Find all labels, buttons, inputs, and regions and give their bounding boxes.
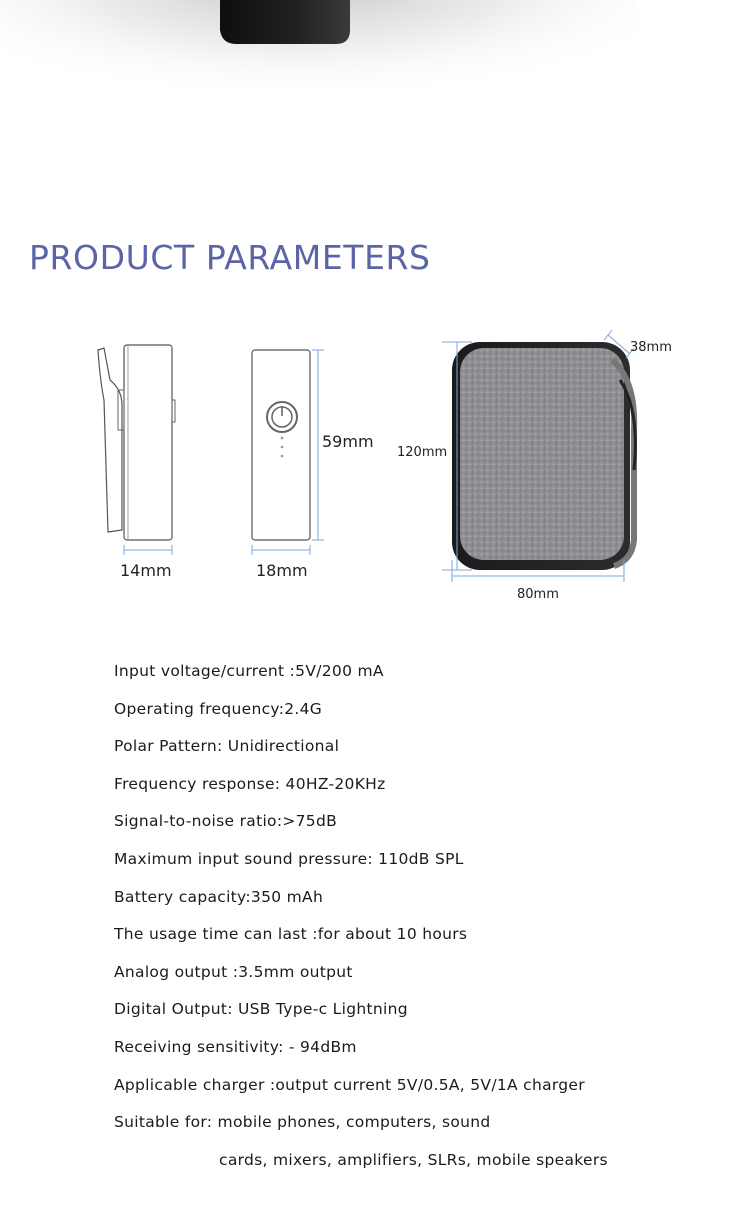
front-view <box>252 350 324 555</box>
spec-line-frequency-response: Frequency response: 40HZ-20KHz <box>114 774 386 793</box>
spec-line-usage-time: The usage time can last :for about 10 hours <box>114 925 468 944</box>
spec-line-input-voltage: Input voltage/current :5V/200 mA <box>114 662 384 680</box>
height-label: 59mm <box>322 432 374 451</box>
dimension-drawing <box>0 320 750 620</box>
spec-list <box>114 658 734 1184</box>
depth-label: 14mm <box>120 561 172 580</box>
spec-line-suitable-for: Suitable for: mobile phones, computers, sound <box>114 1113 491 1132</box>
side-view <box>98 345 175 555</box>
spec-line-snr: Signal-to-noise ratio:>75dB <box>114 812 338 831</box>
product-photo-hero <box>0 0 750 170</box>
spec-line-operating-frequency: Operating frequency:2.4G <box>114 699 323 718</box>
spec-line-polar-pattern: Polar Pattern: Unidirectional <box>114 737 340 756</box>
dimension-diagram <box>0 320 750 620</box>
case-height-label: 120mm <box>397 445 448 460</box>
width-label: 18mm <box>256 561 308 580</box>
spec-line-battery: Battery capacity:350 mAh <box>114 887 324 906</box>
spec-line-suitable-for-continued: cards, mixers, amplifiers, SLRs, mobile speakers <box>219 1150 608 1169</box>
product-photo <box>0 0 750 170</box>
spec-line-receiving-sensitivity: Receiving sensitivity: - 94dBm <box>114 1037 357 1056</box>
carry-case <box>442 330 635 582</box>
spec-line-analog-output: Analog output :3.5mm output <box>114 962 353 981</box>
spec-line-max-spl: Maximum input sound pressure: 110dB SPL <box>114 849 464 868</box>
spec-line-digital-output: Digital Output: USB Type-c Lightning <box>114 1000 408 1019</box>
section-title: PRODUCT PARAMETERS <box>29 238 431 277</box>
case-width-label: 80mm <box>517 587 559 602</box>
spec-line-charger: Applicable charger :output current 5V/0.5A, 5V/1A charger <box>114 1075 585 1094</box>
case-depth-label: 38mm <box>630 340 672 355</box>
device-bottom <box>220 0 350 44</box>
